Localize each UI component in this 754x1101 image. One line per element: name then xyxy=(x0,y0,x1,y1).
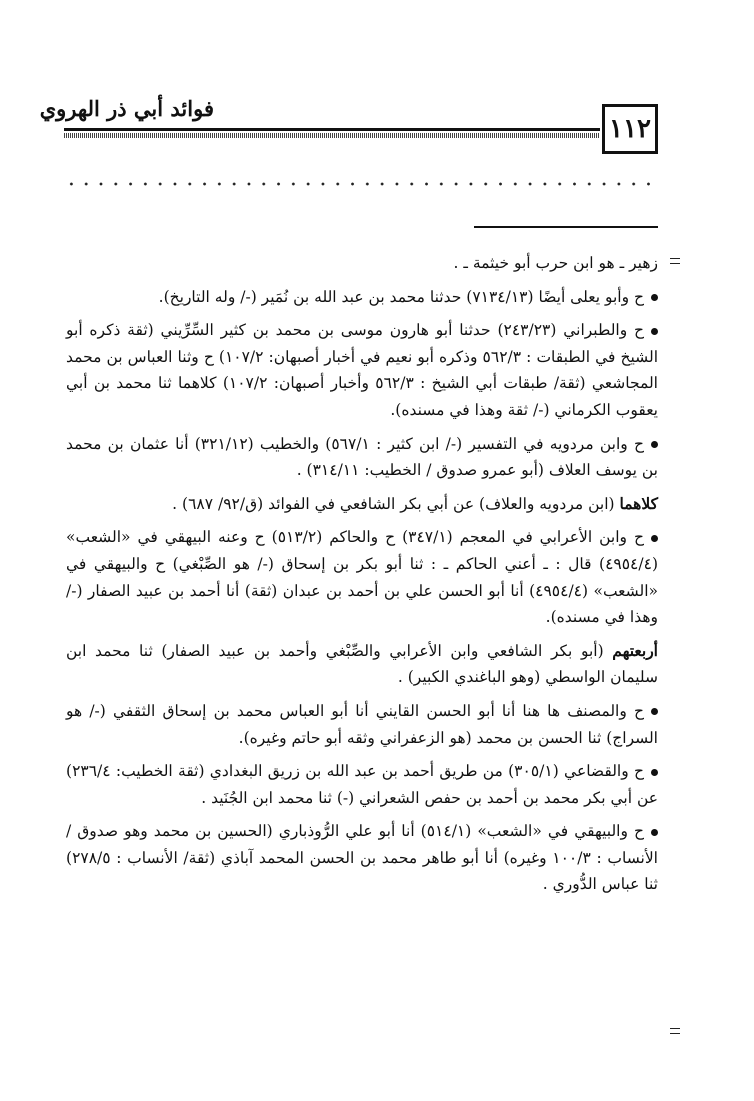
bullet-icon xyxy=(651,441,658,448)
paragraph xyxy=(66,250,658,277)
paragraph xyxy=(66,284,658,311)
paragraph-text: (ابن مردويه والعلاف) عن أبي بكر الشافعي في الفوائد (ق/٩٢/ ٦٨٧) . xyxy=(172,494,620,513)
paragraph xyxy=(66,698,658,751)
header-rule xyxy=(64,128,600,131)
paragraph-text: (أبو بكر الشافعي وابن الأعرابي والصِّبْغي وأحمد بن عبيد الصفار) ثنا محمد ابن سليمان الواسطي (وهو الباغندي الكبير) . xyxy=(66,641,658,687)
paragraph xyxy=(66,758,658,811)
paragraph-text: زهير ـ هو ابن حرب أبو خيثمة ـ . xyxy=(453,254,658,272)
paragraph-text: ح والمصنف ها هنا أنا أبو الحسن القايني أنا أبو العباس محمد بن إسحاق الثقفي (-/ هو السراج) ثنا الحسن بن محمد (هو الزعفراني وثقه أبو حاتم وغيره). xyxy=(66,701,658,747)
header-rule-hatched xyxy=(64,133,600,138)
footnote-separator xyxy=(474,226,658,228)
paragraph xyxy=(66,431,658,484)
paragraph-text: ح وابن مردويه في التفسير (-/ ابن كثير : ٥٦٧/١) والخطيب (٣٢١/١٢) أنا عثمان بن محمد بن يوسف العلاف (أبو عمرو صدوق / الخطيب: ٣١٤/١١) . xyxy=(66,434,658,480)
page-number: ١١٢ xyxy=(602,104,658,154)
bullet-icon xyxy=(651,328,658,335)
dotted-separator xyxy=(64,180,654,188)
margin-mark xyxy=(670,258,680,264)
paragraph-lead: كلاهما xyxy=(619,493,658,513)
bullet-icon xyxy=(651,829,658,836)
page-header xyxy=(0,0,754,160)
bullet-icon xyxy=(651,708,658,715)
paragraph-text: ح وابن الأعرابي في المعجم (٣٤٧/١) ح والحاكم (٥١٣/٢) ح وعنه البيهقي في «الشعب» (٤٩٥٤/٤) قال : ـ أعني الحاكم ـ : ثنا أبو بكر بن إسحاق (-/ هو الصِّبْغي) ح والبيهقي في «الشعب» (٤٩٥٤/٤) أنا أبو الحسن علي بن أحمد بن عبدان (ثقة) أنا أحمد بن عبيد الصفار (-/ وهذا في مسنده). xyxy=(66,528,658,627)
book-title: فوائد أبي ذر الهروي xyxy=(39,96,214,121)
bullet-icon xyxy=(651,535,658,542)
bullet-icon xyxy=(651,769,658,776)
margin-mark xyxy=(670,1028,680,1034)
paragraph xyxy=(66,524,658,630)
paragraph xyxy=(66,317,658,423)
paragraph-lead: أربعتهم xyxy=(612,640,658,660)
paragraph xyxy=(66,491,658,518)
paragraph-text: ح والقضاعي (٣٠٥/١) من طريق أحمد بن عبد الله بن زريق البغدادي (ثقة الخطيب: ٢٣٦/٤) عن أبي بكر محمد بن أحمد بن حفص الشعراني (-) ثنا محمد ابن الجُنَيد . xyxy=(66,762,658,807)
paragraph-text: ح والبيهقي في «الشعب» (٥١٤/١) أنا أبو علي الرُّوذباري (الحسين بن محمد وهو صدوق / الأنساب : ١٠٠/٣ وغيره) أنا أبو طاهر محمد بن الحسن المحمد آباذي (ثقة/ الأنساب : ٢٧٨/٥) ثنا عباس الدُّوري . xyxy=(66,822,658,894)
paragraph xyxy=(66,638,658,691)
paragraph-text: ح وأبو يعلى أيضًا (٧١٣٤/١٣) حدثنا محمد بن عبد الله بن نُمَير (-/ وله التاريخ). xyxy=(158,287,644,306)
paragraph-text: ح والطبراني (٢٤٣/٢٣) حدثنا أبو هارون موسى بن محمد بن كثير السِّرِّيني (ثقة ذكره أبو الشيخ في الطبقات : ٥٦٢/٣ وذكره أبو نعيم في أخبار أصبهان: ١٠٧/٢) ح وثنا العباس بن محمد المجاشعي (ثقة/ طبقات أبي الشيخ : ٥٦٢/٣ وأخبار أصبهان: ١٠٧/٢) كلاهما ثنا محمد بن أبي يعقوب الكرماني (-/ ثقة وهذا في مسنده). xyxy=(66,321,659,419)
bullet-icon xyxy=(651,294,658,301)
paragraph xyxy=(66,818,658,898)
footnote-body xyxy=(66,250,658,905)
